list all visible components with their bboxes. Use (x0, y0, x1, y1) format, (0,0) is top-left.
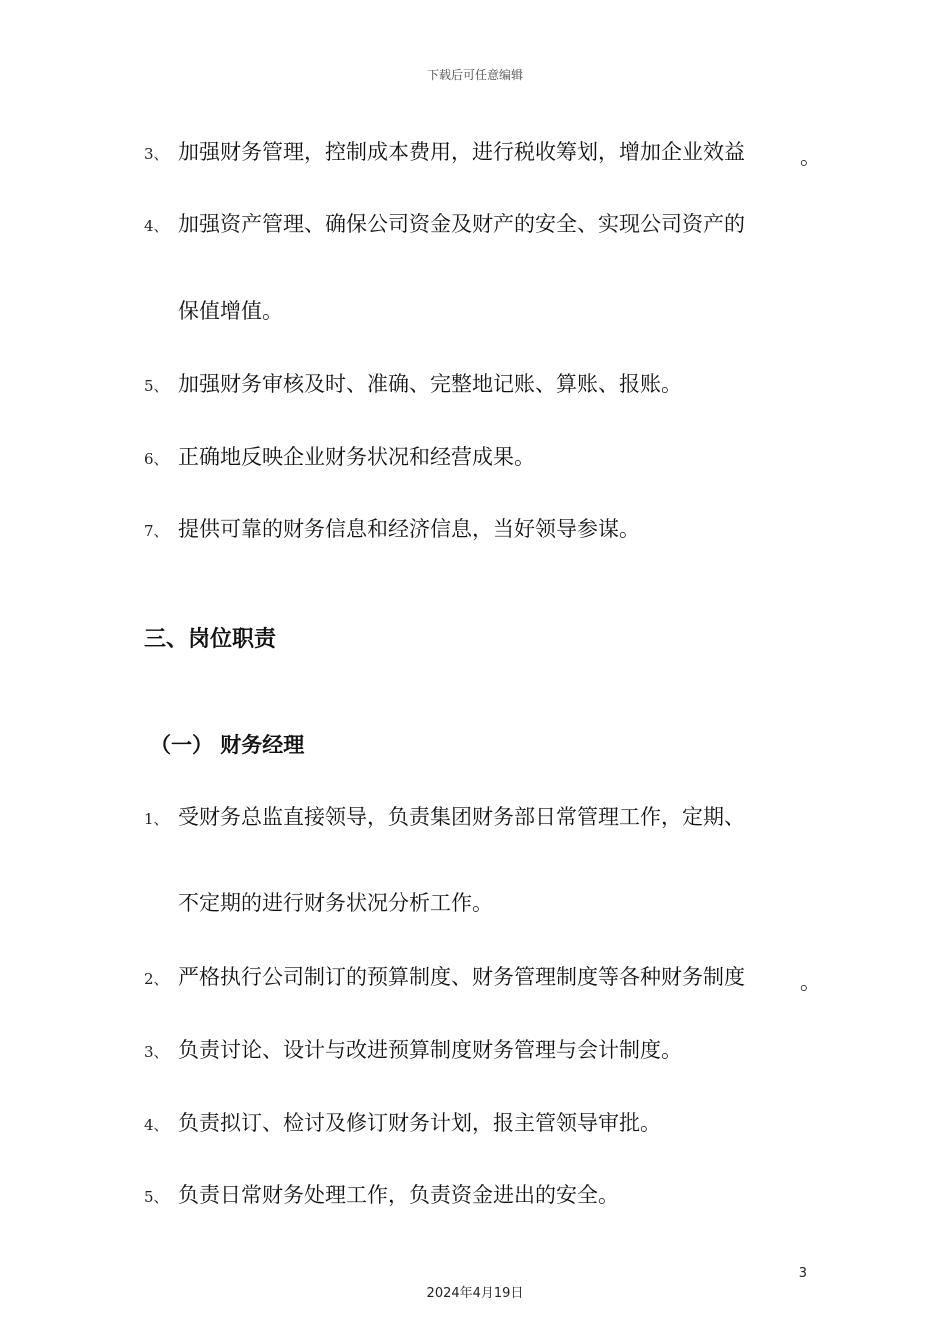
list-item (144, 369, 820, 401)
item-text: 负责日常财务处理工作，负责资金进出的安全。 (178, 1183, 619, 1207)
item-number: 1、 (144, 810, 169, 828)
list-item (144, 1035, 820, 1067)
list-item (144, 962, 820, 994)
item-text: 受财务总监直接领导，负责集团财务部日常管理工作，定期、 (178, 805, 745, 829)
item-number: 4、 (144, 1116, 169, 1134)
list-item (144, 1108, 820, 1140)
item-text: 加强财务管理，控制成本费用，进行税收筹划，增加企业效益 (178, 140, 745, 164)
item-number: 3、 (144, 1043, 169, 1061)
item-text: 负责讨论、设计与改进预算制度财务管理与会计制度。 (178, 1038, 682, 1062)
subsection-title: （一） 财务经理 (150, 733, 305, 757)
item-number: 7、 (144, 522, 169, 540)
page-header: 下载后可任意编辑 (426, 68, 523, 82)
list-item (144, 1180, 820, 1212)
item-number: 2、 (144, 970, 169, 988)
item-text: 加强资产管理、确保公司资金及财产的安全、实现公司资产的 (178, 212, 745, 236)
page-footer: 2024年4月19日 (426, 1286, 524, 1301)
item-text: 正确地反映企业财务状况和经营成果。 (178, 445, 535, 469)
list-item (144, 802, 820, 834)
list-item (144, 442, 820, 474)
item-text: 加强财务审核及时、准确、完整地记账、算账、报账。 (178, 372, 682, 396)
item-tail: 。 (800, 970, 821, 994)
item-tail: 。 (800, 145, 821, 169)
item-number: 4、 (144, 217, 169, 235)
item-number: 6、 (144, 450, 169, 468)
item-number: 5、 (144, 377, 169, 395)
item-continuation: 保值增值。 (178, 299, 283, 323)
item-text: 提供可靠的财务信息和经济信息，当好领导参谋。 (178, 517, 640, 541)
item-number: 5、 (144, 1188, 169, 1206)
item-number: 3、 (144, 145, 169, 163)
list-item (144, 209, 820, 241)
section-title: 三、岗位职责 (144, 627, 277, 652)
list-item (144, 514, 820, 546)
item-text: 负责拟订、检讨及修订财务计划，报主管领导审批。 (178, 1111, 661, 1135)
page-number: 3 (798, 1266, 807, 1281)
item-continuation: 不定期的进行财务状况分析工作。 (178, 891, 493, 915)
list-item (144, 137, 820, 169)
item-text: 严格执行公司制订的预算制度、财务管理制度等各种财务制度 (178, 965, 745, 989)
